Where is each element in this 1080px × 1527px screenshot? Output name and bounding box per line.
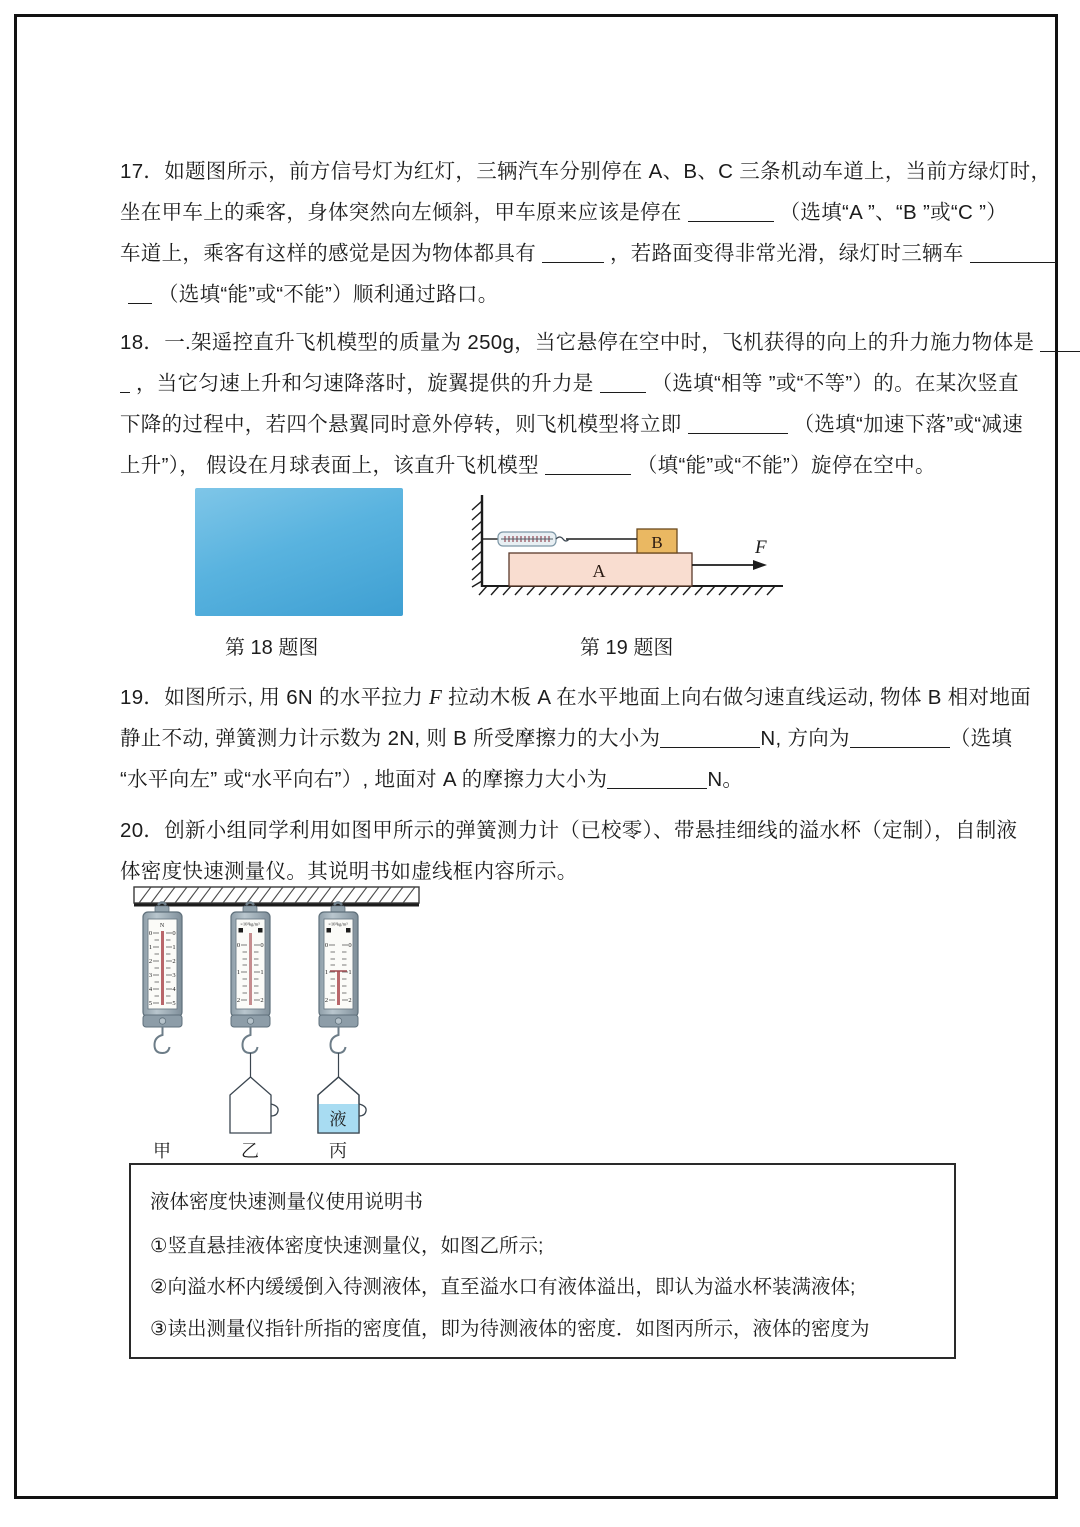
label-block-a: A <box>592 561 606 581</box>
q19-line-2b: N, 方向为 <box>760 727 850 750</box>
q18-blank-4[interactable] <box>545 457 631 475</box>
svg-text:0: 0 <box>260 942 264 949</box>
svg-text:3: 3 <box>172 972 176 979</box>
figure-19-caption: 第 19 题图 <box>580 637 674 659</box>
label-force-f: F <box>755 537 767 558</box>
q19-blank-1[interactable] <box>660 730 760 748</box>
q18-line-4 <box>120 445 1010 486</box>
svg-text:0: 0 <box>324 942 329 949</box>
q17-line-2a: 坐在甲车上的乘客，身体突然向左倾斜，甲车原来应该是停在 <box>120 201 682 224</box>
q18-line-3 <box>120 404 1023 445</box>
q18-line-2b: （选填“相等 ”或“不等”）的。在某次竖直 <box>651 372 1019 395</box>
q18-line-4a: 上升”）， 假设在月球表面上，该直升飞机模型 <box>120 454 539 477</box>
svg-text:0: 0 <box>236 942 241 949</box>
scale-bing-unit: ×10³kg/m³ <box>328 921 348 927</box>
svg-text:0: 0 <box>348 942 352 949</box>
q19-blank-3[interactable] <box>607 771 707 789</box>
q18-line-2a: ，当它匀速上升和匀速降落时，旋翼提供的升力是 <box>136 372 594 395</box>
svg-text:1: 1 <box>148 944 153 951</box>
svg-text:2: 2 <box>324 997 329 1004</box>
q19-line-2a: 静止不动, 弹簧测力计示数为 2N, 则 B 所受摩擦力的大小为 <box>120 727 661 750</box>
q17-line-2 <box>120 192 1010 233</box>
q18-blank-1[interactable] <box>1040 334 1080 352</box>
label-jia: 甲 <box>153 1141 171 1161</box>
liquid-label: 液 <box>329 1110 347 1129</box>
svg-text:4: 4 <box>172 986 176 993</box>
q18-line-1 <box>120 322 1035 363</box>
q19-line-1b: 拉动木板 A 在水平地面上向右做匀速直线运动, 物体 B 相对地面 <box>442 686 1031 709</box>
manual-step-1: ①竖直悬挂液体密度快速测量仪，如图乙所示; <box>150 1235 544 1257</box>
exam-page <box>14 14 1058 1499</box>
svg-text:0: 0 <box>148 930 153 937</box>
q17-line-3 <box>120 233 1010 274</box>
q20-line-1: 20．创新小组同学利用如图甲所示的弹簧测力计（已校零）、带悬挂细线的溢水杯（定制），自制液 <box>120 819 1018 842</box>
svg-text:2: 2 <box>148 958 153 965</box>
q17-blank-1[interactable] <box>688 204 774 222</box>
svg-text:0: 0 <box>172 930 176 937</box>
q17-line-4-text: （选填“能”或“不能”）顺利通过路口。 <box>158 283 499 306</box>
svg-text:5: 5 <box>148 1000 153 1007</box>
q18-blank-1-cont[interactable] <box>120 375 130 393</box>
q17-line-3b: ，若路面变得非常光滑，绿灯时三辆车 <box>610 242 964 265</box>
svg-text:2: 2 <box>172 958 176 965</box>
question-20 <box>120 810 1018 892</box>
q18-line-3a: 下降的过程中，若四个悬翼同时意外停转，则飞机模型将立即 <box>120 413 682 436</box>
q19-line-2 <box>120 718 1013 759</box>
q19-line-3a: “水平向左” 或“水平向右”）, 地面对 A 的摩擦力大小为 <box>120 768 608 791</box>
figure-20-apparatus <box>129 885 429 1170</box>
label-block-b: B <box>651 533 663 552</box>
figure-19-diagram <box>465 491 785 606</box>
q17-line-4 <box>120 274 1010 315</box>
scale-yi <box>230 903 278 1134</box>
q19-line-2c: （选填 <box>949 727 1013 750</box>
scale-bing <box>318 903 366 1134</box>
label-yi: 乙 <box>241 1141 259 1161</box>
q19-line-1 <box>120 677 1031 718</box>
svg-text:4: 4 <box>148 986 153 993</box>
q18-line-2 <box>120 363 1019 404</box>
manual-step-2: ②向溢水杯内缓缓倒入待测液体，直至溢水口有液体溢出，即认为溢水杯装满液体; <box>150 1276 856 1298</box>
q18-blank-2[interactable] <box>600 375 646 393</box>
sky-background <box>195 488 403 616</box>
svg-text:1: 1 <box>260 969 264 976</box>
scale-jia-unit: N <box>159 923 165 929</box>
figure-row-18-19 <box>120 483 1010 683</box>
q17-blank-3-cont[interactable] <box>128 286 152 304</box>
q18-line-4b: （填“能”或“不能”）旋停在空中。 <box>636 454 936 477</box>
q17-line-1: 17．如题图所示，前方信号灯为红灯，三辆汽车分别停在 A、B、C 三条机动车道上，当前方绿灯时， <box>120 160 1052 183</box>
q18-blank-3[interactable] <box>688 416 788 434</box>
svg-text:2: 2 <box>260 997 264 1004</box>
q17-blank-3[interactable] <box>970 245 1056 263</box>
q19-blank-2[interactable] <box>850 730 950 748</box>
manual-box <box>129 1163 956 1359</box>
q18-line-1-text: 18．一.架遥控直升飞机模型的质量为 250g，当它悬停在空中时，飞机获得的向上的升力施力物体是 <box>120 331 1035 354</box>
q19-line-1a: 19．如图所示, 用 6N 的水平拉力 <box>120 686 429 709</box>
svg-text:3: 3 <box>148 972 153 979</box>
figure-18-caption: 第 18 题图 <box>225 637 319 659</box>
svg-text:1: 1 <box>172 944 176 951</box>
svg-text:1: 1 <box>236 969 241 976</box>
q20-line-2: 体密度快速测量仪。其说明书如虚线框内容所示。 <box>120 860 578 883</box>
svg-text:2: 2 <box>236 997 241 1004</box>
scale-jia <box>143 903 182 1054</box>
figure-18-drone-photo <box>195 488 403 616</box>
q19-force-symbol: F <box>429 685 443 709</box>
q17-line-3a: 车道上，乘客有这样的感觉是因为物体都具有 <box>120 242 536 265</box>
q17-line-2b: （选填“A ”、“B ”或“C ”） <box>779 201 1008 224</box>
svg-text:2: 2 <box>348 997 352 1004</box>
question-18 <box>120 322 1035 486</box>
page-content <box>17 17 1055 1496</box>
q18-line-3b: （选填“加速下落”或“减速 <box>793 413 1023 436</box>
figure-19-svg <box>465 491 785 606</box>
q17-blank-2[interactable] <box>542 245 604 263</box>
manual-title: 液体密度快速测量仪使用说明书 <box>150 1191 424 1213</box>
q19-line-3b: N。 <box>707 768 744 791</box>
label-bing: 丙 <box>329 1141 347 1161</box>
q19-line-3 <box>120 759 1010 800</box>
svg-text:1: 1 <box>348 969 352 976</box>
question-17 <box>120 151 1052 315</box>
manual-step-3: ③读出测量仪指针所指的密度值，即为待测液体的密度．如图丙所示，液体的密度为 <box>150 1318 870 1340</box>
svg-text:1: 1 <box>324 969 329 976</box>
svg-text:5: 5 <box>172 1000 176 1007</box>
figure-20-svg <box>129 885 429 1170</box>
question-19 <box>120 677 1031 800</box>
scale-yi-unit: ×10³kg/m³ <box>240 921 260 927</box>
